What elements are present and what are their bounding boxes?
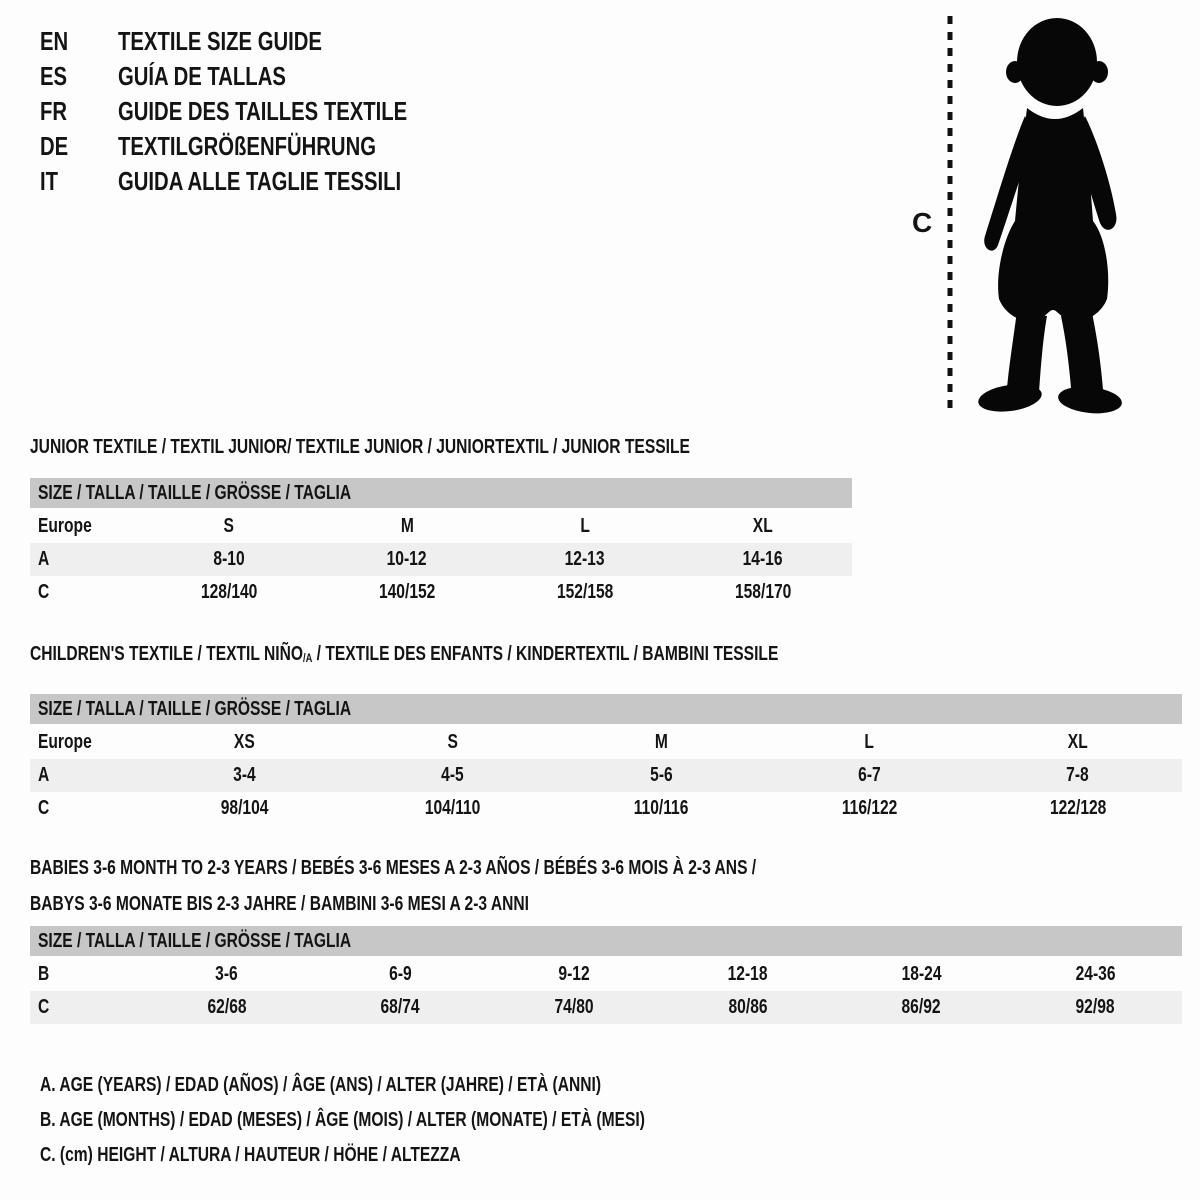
junior-textile-section	[30, 436, 852, 609]
section-title-text: JUNIOR TEXTILE / TEXTIL JUNIOR/ TEXTILE JUNIOR / JUNIORTEXTIL / JUNIOR TESSILE	[30, 436, 690, 458]
language-code: DE	[40, 131, 69, 161]
section-title-text: BABIES 3-6 MONTH TO 2-3 YEARS / BEBÉS 3-6 MESES A 2-3 AÑOS / BÉBÉS 3-6 MOIS À 2-3 ANS /	[30, 857, 757, 879]
section-title-text: BABYS 3-6 MONATE BIS 2-3 JAHRE / BAMBINI 3-6 MESI A 2-3 ANNI	[30, 893, 529, 915]
size-value-cell: 24-36	[1075, 963, 1116, 985]
section-title-children	[30, 643, 1182, 669]
size-value-cell: 62/68	[207, 996, 247, 1018]
size-value-cell: 18-24	[901, 963, 942, 985]
row-label-cell: Europe	[38, 731, 92, 753]
size-value-cell: XL	[753, 515, 773, 537]
children-textile-section	[30, 643, 1182, 825]
size-value-cell: 80/86	[728, 996, 768, 1018]
language-row	[40, 94, 489, 129]
language-row	[40, 164, 489, 199]
size-value-cell: 140/152	[378, 581, 436, 603]
language-label: TEXTILE SIZE GUIDE	[118, 26, 322, 56]
row-label-cell: B	[38, 963, 50, 985]
row-label-cell: C	[38, 581, 50, 603]
size-table-header	[30, 478, 852, 510]
language-code: FR	[40, 96, 68, 126]
nino-a-subscript: /A	[302, 651, 313, 665]
size-value-cell: 110/116	[633, 797, 689, 819]
size-value-cell: 128/140	[200, 581, 258, 603]
size-value-cell: 104/110	[424, 797, 481, 819]
size-table-header	[30, 926, 1182, 958]
size-value-cell: 12-13	[565, 548, 605, 570]
table-row	[30, 543, 852, 576]
language-row	[40, 24, 489, 59]
table-row	[30, 510, 852, 543]
size-value-cell: 14-16	[743, 548, 783, 570]
language-list	[40, 24, 489, 199]
size-header-text: SIZE / TALLA / TAILLE / GRÖSSE / TAGLIA	[38, 697, 352, 720]
legend-item: C. (cm) HEIGHT / ALTURA / HAUTEUR / HÖHE / ALTEZZA	[40, 1144, 461, 1166]
table-row	[30, 792, 1182, 825]
size-value-cell: 8-10	[213, 548, 245, 570]
size-value-cell: 3-4	[232, 764, 256, 786]
size-value-cell: 122/128	[1049, 797, 1106, 819]
babies-size-table	[30, 926, 1182, 1024]
size-value-cell: 3-6	[215, 963, 239, 985]
size-value-cell: 6-9	[389, 963, 412, 985]
size-value-cell: 7-8	[1066, 764, 1090, 786]
size-header-text: SIZE / TALLA / TAILLE / GRÖSSE / TAGLIA	[38, 481, 352, 504]
measure-c-label: C	[912, 207, 933, 238]
size-value-cell: M	[400, 515, 414, 537]
size-value-cell: 158/170	[734, 581, 792, 603]
size-value-cell: 12-18	[727, 963, 768, 985]
size-value-cell: 9-12	[558, 963, 590, 985]
language-code: ES	[40, 61, 68, 91]
language-row	[40, 129, 489, 164]
table-row	[30, 958, 1182, 991]
size-value-cell: 86/92	[901, 996, 941, 1018]
row-label-cell: A	[38, 764, 50, 786]
size-value-cell: 68/74	[380, 996, 421, 1018]
junior-size-table	[30, 478, 852, 609]
size-value-cell: 116/122	[841, 797, 898, 819]
row-label-cell: Europe	[38, 515, 92, 537]
size-value-cell: 10-12	[387, 548, 427, 570]
section-title-junior	[30, 436, 852, 458]
toddler-silhouette-icon	[977, 18, 1124, 416]
size-value-cell: 5-6	[649, 764, 673, 786]
table-row	[30, 759, 1182, 792]
row-label-cell: A	[38, 548, 50, 570]
section-title-babies	[30, 850, 1182, 922]
children-size-table	[30, 694, 1182, 825]
language-row	[40, 59, 489, 94]
table-row	[30, 726, 1182, 759]
size-value-cell: S	[223, 515, 235, 537]
legend-item: B. AGE (MONTHS) / EDAD (MESES) / ÂGE (MOIS) / ALTER (MONATE) / ETÀ (MESI)	[40, 1109, 645, 1131]
measure-legend	[30, 1068, 816, 1173]
size-value-cell: L	[864, 731, 875, 753]
section-title-text: CHILDREN'S TEXTILE / TEXTIL NIÑO/A / TEXTILE DES ENFANTS / KINDERTEXTIL / BAMBINI TESSILE	[30, 643, 779, 665]
size-value-cell: L	[580, 515, 590, 537]
language-label: GUIDA ALLE TAGLIE TESSILI	[118, 166, 402, 196]
language-code: EN	[40, 26, 69, 56]
table-row	[30, 991, 1182, 1024]
height-measure-figure	[900, 8, 1150, 420]
size-value-cell: 4-5	[441, 764, 464, 786]
table-row	[30, 576, 852, 609]
size-value-cell: XS	[233, 731, 255, 753]
language-code: IT	[40, 166, 59, 196]
size-value-cell: 152/158	[556, 581, 614, 603]
size-table-header	[30, 694, 1182, 726]
size-header-text: SIZE / TALLA / TAILLE / GRÖSSE / TAGLIA	[38, 929, 352, 952]
babies-textile-section	[30, 850, 1182, 1024]
language-label: GUIDE DES TAILLES TEXTILE	[118, 96, 408, 126]
size-value-cell: 74/80	[554, 996, 594, 1018]
size-value-cell: XL	[1067, 731, 1088, 753]
row-label-cell: C	[38, 996, 50, 1018]
size-figure	[900, 8, 1150, 420]
language-label: GUÍA DE TALLAS	[118, 61, 286, 91]
size-value-cell: 6-7	[858, 764, 881, 786]
size-value-cell: M	[654, 731, 668, 753]
size-value-cell: 98/104	[220, 797, 269, 819]
size-value-cell: S	[447, 731, 458, 753]
language-label: TEXTILGRÖßENFÜHRUNG	[118, 131, 376, 161]
legend-item: A. AGE (YEARS) / EDAD (AÑOS) / ÂGE (ANS) / ALTER (JAHRE) / ETÀ (ANNI)	[40, 1074, 602, 1096]
row-label-cell: C	[38, 797, 50, 819]
size-value-cell: 92/98	[1075, 996, 1115, 1018]
